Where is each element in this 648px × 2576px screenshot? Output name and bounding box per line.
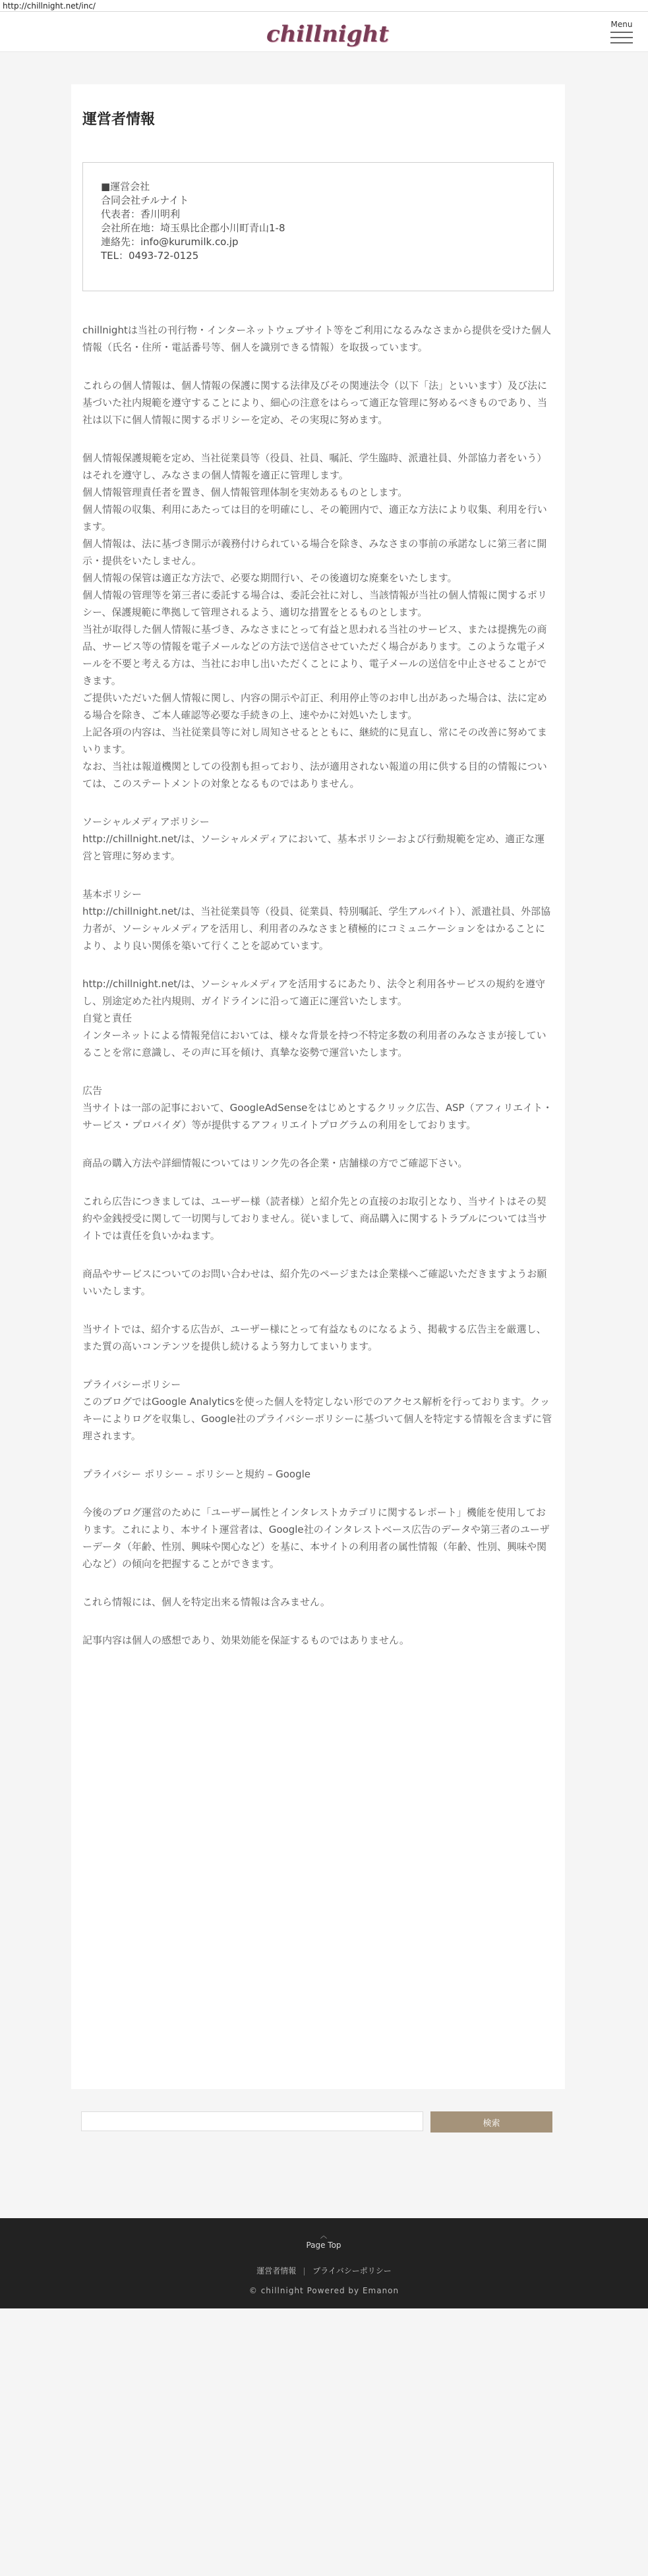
page-top-label: Page Top (306, 2241, 341, 2250)
search-input[interactable] (81, 2111, 423, 2131)
policy-line: chillnightは当社の刊行物・インターネットウェブサイト等をご利用になるみなさまから提供を受けた個人情報（氏名・住所・電話番号等、個人を識別できる情報）を取扱っています。 (82, 324, 551, 353)
policy-paragraph (82, 1632, 554, 1649)
copyright-text: © chillnight Powered by Emanon (249, 2286, 399, 2295)
menu-label: Menu (610, 20, 633, 29)
policy-paragraph (82, 1082, 554, 1133)
info-line: 合同会社チルナイト (101, 194, 189, 206)
policy-paragraph (82, 1265, 554, 1300)
policy-line: 基本ポリシー (82, 888, 142, 900)
policy-line: これら広告につきましては、ユーザー様（読者様）と紹介先との直接のお取引となり、当サイトはその契約や金銭授受に関して一切関与しておりません。従いまして、商品購入に関するトラブルについては当サイトでは責任を負いかねます。 (82, 1195, 547, 1242)
policy-line: http://chillnight.net/は、当社従業員等（役員、従業員、特別嘱託、学生アルバイト）、派遣社員、外部協力者が、ソーシャルメディアを活用し、利用者のみなさまと積極的にコミュニケーションをはかることにより、より良い関係を築いて行くことを認めています。 (82, 905, 551, 952)
policy-line: 個人情報保護規範を定め、当社従業員等（役員、社員、嘱託、学生臨時、派遣社員、外部協力者をいう）はそれを遵守し、みなさまの個人情報を適正に管理します。 (82, 452, 547, 481)
policy-line: 個人情報の保管は適正な方法で、必要な期間行い、その後適切な廃棄をいたします。 (82, 572, 457, 584)
menu-button[interactable] (606, 20, 637, 50)
policy-paragraph (82, 1504, 554, 1572)
chevron-up-icon: ︿ (320, 2233, 327, 2240)
policy-line: このブログではGoogle Analyticsを使った個人を特定しない形でのアクセス解析を行っております。クッキーによりログを収集し、Google社のプライバシーポリシーに基づいて個人を特定する情報を含まずに管理されます。 (82, 1396, 552, 1442)
policy-line: 商品やサービスについてのお問い合わせは、紹介先のページまたは企業様へご確認いただきますようお願いいたします。 (82, 1268, 547, 1297)
policy-line: 当サイトでは、紹介する広告が、ユーザー様にとって有益なものになるよう、掲載する広告主を厳選し、また質の高いコンテンツを提供し続けるよう努力してまいります。 (82, 1323, 546, 1352)
main-content (71, 84, 565, 2089)
policy-paragraph (82, 886, 554, 954)
policy-line: http://chillnight.net/は、ソーシャルメディアを活用するにあたり、法令と利用各サービスの規約を遵守し、別途定めた社内規則、ガイドラインに沿って適正に運営いたします。 (82, 978, 545, 1007)
policy-line: 当社が取得した個人情報に基づき、みなさまにとって有益と思われる当社のサービス、または提携先の商品、サービス等の情報を電子メールなどの方法で送信させていただく場合があります。このような電子メールを不要と考える方は、当社にお申し出いただくことにより、電子メールの送信を中止させることができます。 (82, 623, 547, 687)
policy-line: 個人情報の管理等を第三者に委託する場合は、委託会社に対し、当該情報が当社の個人情報に関するポリシー、保護規範に準拠して管理されるよう、適切な措置をとるものとします。 (82, 589, 548, 618)
browser-url-bar[interactable] (0, 0, 648, 12)
policy-line: 今後のブログ運営のために「ユーザー属性とインタレストカテゴリに関するレポート」機能を使用しております。これにより、本サイト運営者は、Google社のインタレストベース広告のデータや第三者のユーザーデータ（年齢、性別、興味や関心など）を基に、本サイトの利用者の属性情報（年齢、性別、興味や関心など）の傾向を把握することができます。 (82, 1506, 550, 1570)
page-top-button[interactable] (291, 2233, 357, 2250)
policy-line: 商品の購入方法や詳細情報についてはリンク先の各企業・店舗様の方でご確認下さい。 (82, 1157, 468, 1169)
policy-line: これらの個人情報は、個人情報の保護に関する法律及びその関連法令（以下「法」といいます）及び法に基づいた社内規範を遵守することにより、細心の注意をはらって適正な管理に努めるべきものであり、当社は以下に個人情報に関するポリシーを定め、その実現に努めます。 (82, 380, 548, 426)
policy-line: 広告 (82, 1085, 103, 1097)
company-info-box (82, 162, 554, 291)
policy-line: 個人情報は、法に基づき開示が義務付けられている場合を除き、みなさまの事前の承諾なしに第三者に開示・提供をいたしません。 (82, 538, 547, 567)
page-title: 運営者情報 (82, 111, 156, 128)
policy-line: なお、当社は報道機関としての役割も担っており、法が適用されない報道の用に供する目的の情報については、このステートメントの対象となるものではありません。 (82, 760, 547, 789)
footer-nav (0, 2265, 648, 2276)
policy-paragraph (82, 1193, 554, 1244)
info-line: 代表者：香川明利 (101, 208, 181, 220)
policy-line: プライバシーポリシー (82, 1379, 181, 1390)
policy-paragraph (82, 1466, 554, 1483)
policy-line: 当サイトは一部の記事において、GoogleAdSenseをはじめとするクリック広告、ASP（アフィリエイト・サービス・プロバイダ）等が提供するアフィリエイトプログラムの利用をしております。 (82, 1102, 553, 1131)
policy-line: http://chillnight.net/は、ソーシャルメディアにおいて、基本ポリシーおよび行動規範を定め、適正な運営と管理に努めます。 (82, 833, 545, 862)
policy-line: 自覚と責任 (82, 1012, 133, 1024)
policy-paragraph (82, 1321, 554, 1355)
search-button[interactable]: 検索 (430, 2111, 552, 2132)
policy-paragraph (82, 975, 554, 1061)
policy-text (82, 322, 554, 1670)
site-logo[interactable]: chillnight (266, 21, 390, 47)
footer-link-privacy[interactable]: プライバシーポリシー (312, 2266, 392, 2275)
policy-paragraph (82, 813, 554, 865)
policy-paragraph (82, 449, 554, 792)
policy-paragraph (82, 1593, 554, 1611)
policy-line: プライバシー ポリシー – ポリシーと規約 – Google (82, 1468, 310, 1480)
site-header (0, 12, 648, 52)
policy-paragraph (82, 322, 554, 356)
policy-line: これら情報には、個人を特定出来る情報は含みません。 (82, 1596, 330, 1608)
hamburger-icon (610, 32, 633, 43)
policy-line: ソーシャルメディアポリシー (82, 816, 210, 828)
policy-line: インターネットによる情報発信においては、様々な背景を持つ不特定多数の利用者のみなさまが接していることを常に意識し、その声に耳を傾け、真摯な姿勢で運営いたします。 (82, 1029, 546, 1058)
info-line: 会社所在地：埼玉県比企郡小川町青山1-8 (101, 222, 285, 234)
info-line: ■運営会社 (101, 181, 150, 192)
policy-line: 上記各項の内容は、当社従業員等に対し周知させるとともに、継続的に見直し、常にその改善に努めてまいります。 (82, 726, 548, 755)
policy-paragraph (82, 377, 554, 428)
footer-link-operator[interactable]: 運営者情報 (256, 2266, 297, 2275)
site-footer (0, 2218, 648, 2308)
policy-line: 記事内容は個人の感想であり、効果効能を保証するものではありません。 (82, 1634, 409, 1646)
url-text: http://chillnight.net/inc/ (3, 1, 96, 11)
policy-line: 個人情報管理責任者を置き、個人情報管理体制を実効あるものとします。 (82, 486, 408, 498)
info-line: 連絡先：info@kurumilk.co.jp (101, 236, 239, 248)
search-form (81, 2111, 554, 2132)
info-line: TEL：0493-72-0125 (101, 250, 199, 262)
policy-line: 個人情報の収集、利用にあたっては目的を明確にし、その範囲内で、適正な方法により収集、利用を行います。 (82, 503, 547, 532)
policy-line: ご提供いただいた個人情報に関し、内容の開示や訂正、利用停止等のお申し出があった場合は、法に定める場合を除き、ご本人確認等必要な手続きの上、速やかに対処いたします。 (82, 692, 547, 721)
policy-paragraph (82, 1376, 554, 1445)
policy-paragraph (82, 1155, 554, 1172)
